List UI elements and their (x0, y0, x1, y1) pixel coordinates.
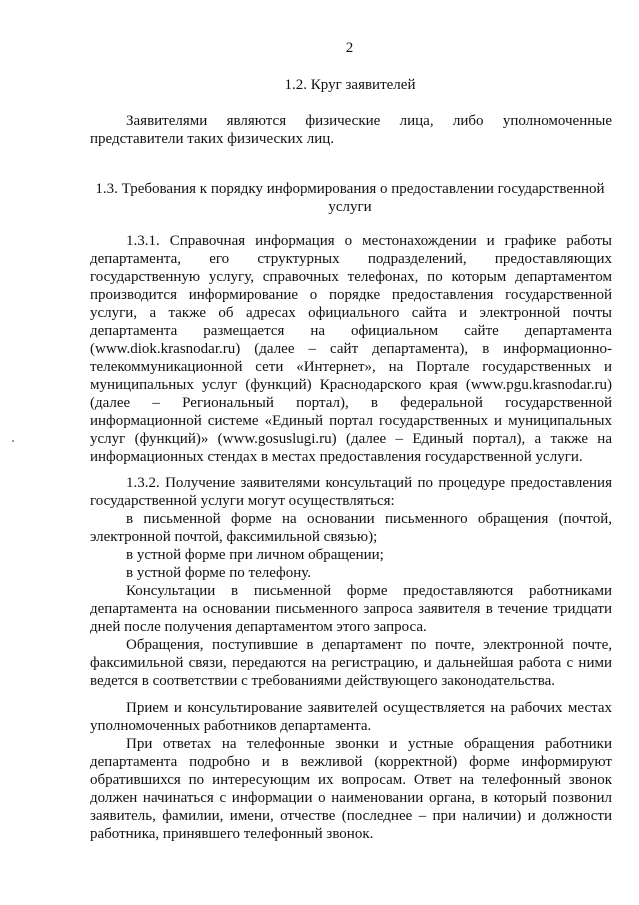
list-item-in-person: в устной форме при личном обращении; (126, 547, 384, 563)
paragraph-1-3-2: 1.3.2. Получение заявителями консультаций по процедуре предоставления государственной услуги могут осуществляться: (90, 475, 612, 509)
paragraph-phone-answers: При ответах на телефонные звонки и устные обращения работники департамента подробно и в вежливой (корректной) форме информируют обратившихся по интересующим их вопросам. Ответ на телефонный звонок должен начинаться с информации о наименовании органа, в который позвонил заявитель, фамилии, имени, отчестве (последнее – при наличии) и должности работника, принявшего телефонный звонок. (90, 736, 612, 842)
scan-speck (12, 440, 14, 442)
list-item-written: в письменной форме на основании письменного обращения (почтой, электронной почтой, факсимильной связью); (90, 511, 612, 545)
list-item-phone: в устной форме по телефону. (126, 565, 312, 581)
section-1-3-title: 1.3. Требования к порядку информирования о предоставлении государственной услуги (95, 181, 605, 215)
paragraph-1-3-1: 1.3.1. Справочная информация о местонахождении и графике работы департамента, его структурных подразделений, предоставляющих государственную услугу, справочных телефонах, по которым департаментом производится информирование о порядке предоставления государственной услуги, а также об адресах официального сайта и электронной почты департамента размещается на официальном сайте департамента (www.diok.krasnodar.ru) (далее – сайт департамента), в информационно-телекоммуникационной сети «Интернет», на Портале государственных и муниципальных услуг (функций) Краснодарского края (www.pgu.krasnodar.ru) (далее – Региональный портал), в федеральной государственной информационной системе «Единый портал государственных и муниципальных услуг (функций)» (www.gosuslugi.ru) (далее – Единый портал), а также на информационных стендах в местах предоставления государственной услуги. (90, 233, 612, 465)
paragraph-appeals: Обращения, поступившие в департамент по почте, электронной почте, факсимильной связи, передаются на регистрацию, и дальнейшая работа с ними ведется в соответствии с требованиями действующего законодательства. (90, 637, 612, 689)
paragraph-written-consultations: Консультации в письменной форме предоставляются работниками департамента на основании письменного запроса заявителя в течение тридцати дней после получения департаментом этого запроса. (90, 583, 612, 635)
section-1-2-text: Заявителями являются физические лица, либо уполномоченные представители таких физических лиц. (90, 113, 612, 147)
page-number: 2 (345, 40, 354, 56)
paragraph-reception: Прием и консультирование заявителей осуществляется на рабочих местах уполномоченных работников департамента. (90, 700, 612, 734)
section-1-2-title: 1.2. Круг заявителей (284, 77, 416, 93)
